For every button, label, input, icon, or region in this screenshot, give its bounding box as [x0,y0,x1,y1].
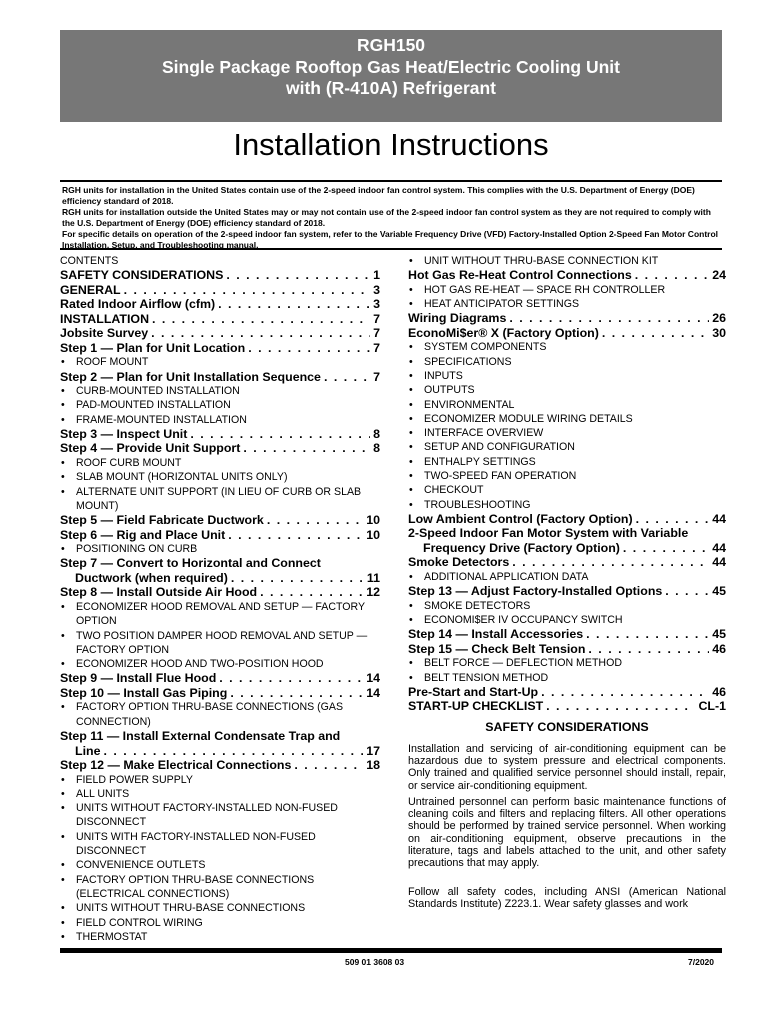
toc-entry-title: START-UP CHECKLIST [408,699,544,714]
header-band [60,30,722,122]
toc-subitem[interactable]: • TROUBLESHOOTING [408,498,726,512]
toc-entry-title-cont: Line [75,743,101,758]
safety-paragraph-3: Follow all safety codes, including ANSI (American National Standards Institute) Z223.1. Wear safety glasses and work [408,886,726,911]
toc-subitem[interactable]: • UNITS WITHOUT THRU-BASE CONNECTIONS [60,901,380,915]
document-date: 7/2020 [688,957,714,967]
toc-entry[interactable] [408,699,726,714]
toc-dot-leader [226,268,370,283]
toc-page-number: 1 [373,268,380,283]
toc-dot-leader [231,571,364,586]
toc-entry[interactable] [408,311,726,326]
toc-dot-leader [218,297,370,312]
toc-entry-title: Step 1 — Plan for Unit Location [60,340,246,355]
toc-entry[interactable] [60,528,380,543]
toc-page-number: 46 [712,684,726,699]
toc-page-number: 44 [712,540,726,555]
toc-entry-title: EconoMi$er® X (Factory Option) [408,325,599,340]
toc-page-number: 7 [373,340,380,355]
toc-dot-leader [124,283,371,298]
toc-subitem[interactable]: • SLAB MOUNT (HORIZONTAL UNITS ONLY) [60,470,380,484]
toc-dot-leader [512,555,709,570]
toc-dot-leader [324,370,370,385]
toc-page-number: 44 [712,555,726,570]
toc-entry[interactable] [60,268,380,283]
toc-entry[interactable] [408,268,726,283]
toc-page-number: CL-1 [698,699,726,714]
document-number: 509 01 3608 03 [345,957,405,967]
notice-box [60,180,722,250]
toc-entry[interactable] [408,685,726,700]
toc-subitem[interactable]: • CURB-MOUNTED INSTALLATION [60,384,380,398]
toc-subitem[interactable]: • SYSTEM COMPONENTS [408,340,726,354]
toc-dot-leader [294,758,363,773]
toc-page-number: 3 [373,282,380,297]
toc-dot-leader [635,268,709,283]
toc-entry[interactable] [60,686,380,701]
safety-heading: SAFETY CONSIDERATIONS [485,720,649,734]
footer-rule [60,948,722,953]
toc-entry[interactable] [60,556,380,571]
notice-paragraph-2: RGH units for installation outside the United States may or may not contain use of the 2-speed indoor fan control system as they are not required to comply with the U.S. Department of Energy (DOE) efficiency standard of 2018. [62,206,711,228]
toc-entry[interactable] [60,513,380,528]
toc-dot-leader [267,513,363,528]
toc-dot-leader [602,326,709,341]
toc-entry-title: Step 11 — Install External Condensate Trap and [60,729,341,744]
toc-dot-leader [219,671,363,686]
toc-page-number: 3 [373,297,380,312]
toc-page-number: 14 [366,685,380,700]
toc-page-number: 12 [366,585,380,600]
toc-subitem[interactable]: • FRAME-MOUNTED INSTALLATION [60,413,380,427]
toc-entry-title: Step 10 — Install Gas Piping [60,685,228,700]
toc-entry[interactable] [60,585,380,600]
toc-dot-leader [151,326,370,341]
safety-paragraph-1: Installation and servicing of air-conditioning equipment can be hazardous due to system pressure and electrical components. Only trained and qualified service personnel should install, repair, or service air-conditioning equipment. [408,743,726,792]
toc-page-number: 45 [712,627,726,642]
toc-subitem[interactable]: • HEAT ANTICIPATOR SETTINGS [408,297,726,311]
toc-dot-leader [230,686,363,701]
toc-subitem[interactable]: • CHECKOUT [408,483,726,497]
toc-subitem[interactable]: • ECONOMI$ER IV OCCUPANCY SWITCH [408,613,726,627]
toc-page-number: 8 [373,426,380,441]
toc-page-number: 8 [373,441,380,456]
toc-entry-title: Wiring Diagrams [408,311,507,326]
toc-page-number: 14 [366,671,380,686]
toc-page-number: 7 [373,311,380,326]
toc-subitem[interactable]: • HOT GAS RE-HEAT — SPACE RH CONTROLLER [408,283,726,297]
toc-entry-title: Hot Gas Re-Heat Control Connections [408,268,632,283]
toc-entry[interactable] [60,427,380,442]
toc-subitem[interactable]: • ROOF CURB MOUNT [60,456,380,470]
toc-subitem[interactable]: • FIELD POWER SUPPLY [60,773,380,787]
toc-page-number: 10 [366,527,380,542]
toc-entry-title: INSTALLATION [60,311,150,326]
toc-subitem[interactable]: • UNITS WITH FACTORY-INSTALLED NON-FUSED DISCONNECT [60,830,380,859]
toc-subitem[interactable]: • UNITS WITHOUT FACTORY-INSTALLED NON-FUSED DISCONNECT [60,801,380,830]
toc-entry[interactable] [408,627,726,642]
toc-page-number: 17 [366,743,380,758]
toc-subitem[interactable]: • ECONOMIZER MODULE WIRING DETAILS [408,412,726,426]
toc-subitem[interactable]: • ALL UNITS [60,787,380,801]
toc-entry-title: Step 3 — Inspect Unit [60,426,188,441]
toc-subitem[interactable]: • BELT FORCE — DEFLECTION METHOD [408,656,726,670]
notice-paragraph-3: For specific details on operation of the 2-speed indoor fan system, refer to the Variable Frequency Drive (VFD) Factory-Installed Option 2-Speed Fan Motor Control Installation, Setup, and Troubleshooting manual. [62,228,719,250]
toc-entry[interactable] [408,642,726,657]
toc-entry-continuation[interactable] [408,541,726,556]
toc-entry-title: Step 8 — Install Outside Air Hood [60,585,258,600]
safety-paragraph-2: Untrained personnel can perform basic maintenance functions of cleaning coils and filters and replacing filters. All other operations should be performed by trained service personnel. When working on air-conditioning equipment, observe precautions in the literature, tags and labels attached to the unit, and other safety precautions that may apply. [408,796,726,870]
toc-entry-title: Pre-Start and Start-Up [408,684,539,699]
toc-entry[interactable] [408,526,726,541]
toc-dot-leader [243,441,370,456]
toc-dot-leader [228,528,363,543]
toc-entry-title: GENERAL [60,282,121,297]
toc-page-number: 45 [712,584,726,599]
toc-entry[interactable] [60,729,380,744]
toc-page-number: 26 [712,311,726,326]
toc-entry[interactable] [408,584,726,599]
toc-entry-title: Step 2 — Plan for Unit Installation Sequence [60,369,321,384]
contents-label: CONTENTS [60,255,119,267]
toc-entry[interactable] [408,512,726,527]
toc-subitem[interactable]: • ROOF MOUNT [60,355,380,369]
toc-entry[interactable] [60,283,380,298]
toc-dot-leader [103,744,363,759]
toc-page-number: 30 [712,325,726,340]
toc-subitem[interactable]: • ENVIRONMENTAL [408,398,726,412]
page-title: Installation Instructions [233,127,549,162]
toc-subitem[interactable]: • UNIT WITHOUT THRU-BASE CONNECTION KIT [408,254,726,268]
toc-dot-leader [636,512,710,527]
toc-entry-title: Jobsite Survey [60,326,149,341]
toc-dot-leader [623,541,709,556]
toc-entry-title: Step 7 — Convert to Horizontal and Connect [60,556,321,571]
toc-page-number: 46 [712,641,726,656]
toc-entry-title: Rated Indoor Airflow (cfm) [60,297,216,312]
toc-entry-title: Step 15 — Check Belt Tension [408,641,586,656]
toc-page-number: 24 [712,268,726,283]
toc-subitem[interactable]: • OUTPUTS [408,383,726,397]
toc-entry-title-cont: Frequency Drive (Factory Option) [423,540,620,555]
toc-page-number: 7 [373,326,380,341]
toc-page-number: 10 [366,513,380,528]
toc-subitem[interactable]: • SMOKE DETECTORS [408,599,726,613]
model-number: RGH150 [356,35,426,55]
toc-page-number: 18 [366,758,380,773]
toc-subitem[interactable]: • ENTHALPY SETTINGS [408,455,726,469]
toc-entry-continuation[interactable] [60,744,380,759]
toc-subitem[interactable]: • ADDITIONAL APPLICATION DATA [408,570,726,584]
product-description: Single Package Rooftop Gas Heat/Electric Cooling Unit [162,56,620,77]
toc-page-number: 44 [712,511,726,526]
toc-entry[interactable] [60,671,380,686]
toc-entry[interactable] [60,758,380,773]
toc-entry[interactable] [60,312,380,327]
toc-page-number: 11 [366,570,380,585]
toc-entry[interactable] [408,326,726,341]
toc-subitem[interactable]: • THERMOSTAT [60,930,380,944]
refrigerant-line: with (R-410A) Refrigerant [285,78,497,98]
notice-paragraph-1: RGH units for installation in the United States contain use of the 2-speed indoor fan control system. This complies with the U.S. Department of Energy (DOE) efficiency standard of 2018. [62,185,695,206]
toc-entry-title: Step 14 — Install Accessories [408,627,584,642]
toc-page-number: 7 [373,369,380,384]
toc-dot-leader [588,642,709,657]
toc-dot-leader [509,311,709,326]
toc-dot-leader [546,699,695,714]
toc-entry-title: Step 5 — Field Fabricate Ductwork [60,513,264,528]
toc-entry-title: Step 9 — Install Flue Hood [60,671,217,686]
toc-entry-continuation[interactable] [60,571,380,586]
toc-subitem[interactable]: • PAD-MOUNTED INSTALLATION [60,398,380,412]
toc-entry[interactable] [60,441,380,456]
toc-entry-title: Smoke Detectors [408,555,510,570]
toc-entry[interactable] [60,297,380,312]
toc-entry-title: Step 4 — Provide Unit Support [60,441,241,456]
toc-subitem[interactable]: • ALTERNATE UNIT SUPPORT (IN LIEU OF CURB OR SLAB MOUNT) [60,485,380,514]
toc-entry[interactable] [60,370,380,385]
toc-entry-title: 2-Speed Indoor Fan Motor System with Variable [408,526,689,541]
toc-dot-leader [190,427,370,442]
toc-subitem[interactable]: • SPECIFICATIONS [408,355,726,369]
toc-subitem[interactable]: • BELT TENSION METHOD [408,671,726,685]
toc-subitem[interactable]: • SETUP AND CONFIGURATION [408,440,726,454]
toc-dot-leader [260,585,363,600]
toc-dot-leader [665,584,709,599]
toc-entry[interactable] [60,341,380,356]
toc-subitem[interactable]: • POSITIONING ON CURB [60,542,380,556]
toc-right-column [408,254,726,714]
toc-subitem[interactable]: • CONVENIENCE OUTLETS [60,858,380,872]
toc-dot-leader [586,627,709,642]
toc-subitem[interactable]: • FACTORY OPTION THRU-BASE CONNECTIONS (ELECTRICAL CONNECTIONS) [60,873,380,902]
toc-entry-title: Step 6 — Rig and Place Unit [60,527,226,542]
toc-left-column [60,254,380,944]
toc-subitem[interactable]: • ECONOMIZER HOOD AND TWO-POSITION HOOD [60,657,380,671]
toc-entry-title: Step 13 — Adjust Factory-Installed Options [408,584,663,599]
toc-entry-title-cont: Ductwork (when required) [75,570,228,585]
toc-entry[interactable] [60,326,380,341]
toc-subitem[interactable]: • INTERFACE OVERVIEW [408,426,726,440]
toc-dot-leader [541,685,709,700]
toc-entry[interactable] [408,555,726,570]
toc-dot-leader [152,312,370,327]
toc-subitem[interactable]: • FACTORY OPTION THRU-BASE CONNECTIONS (GAS CONNECTION) [60,700,380,729]
toc-entry-title: Step 12 — Make Electrical Connections [60,758,292,773]
toc-entry-title: SAFETY CONSIDERATIONS [60,268,224,283]
toc-subitem[interactable]: • TWO-SPEED FAN OPERATION [408,469,726,483]
toc-subitem[interactable]: • INPUTS [408,369,726,383]
toc-subitem[interactable]: • TWO POSITION DAMPER HOOD REMOVAL AND SETUP — FACTORY OPTION [60,629,380,658]
toc-subitem[interactable]: • FIELD CONTROL WIRING [60,916,380,930]
toc-entry-title: Low Ambient Control (Factory Option) [408,511,633,526]
toc-dot-leader [248,341,370,356]
toc-subitem[interactable]: • ECONOMIZER HOOD REMOVAL AND SETUP — FACTORY OPTION [60,600,380,629]
